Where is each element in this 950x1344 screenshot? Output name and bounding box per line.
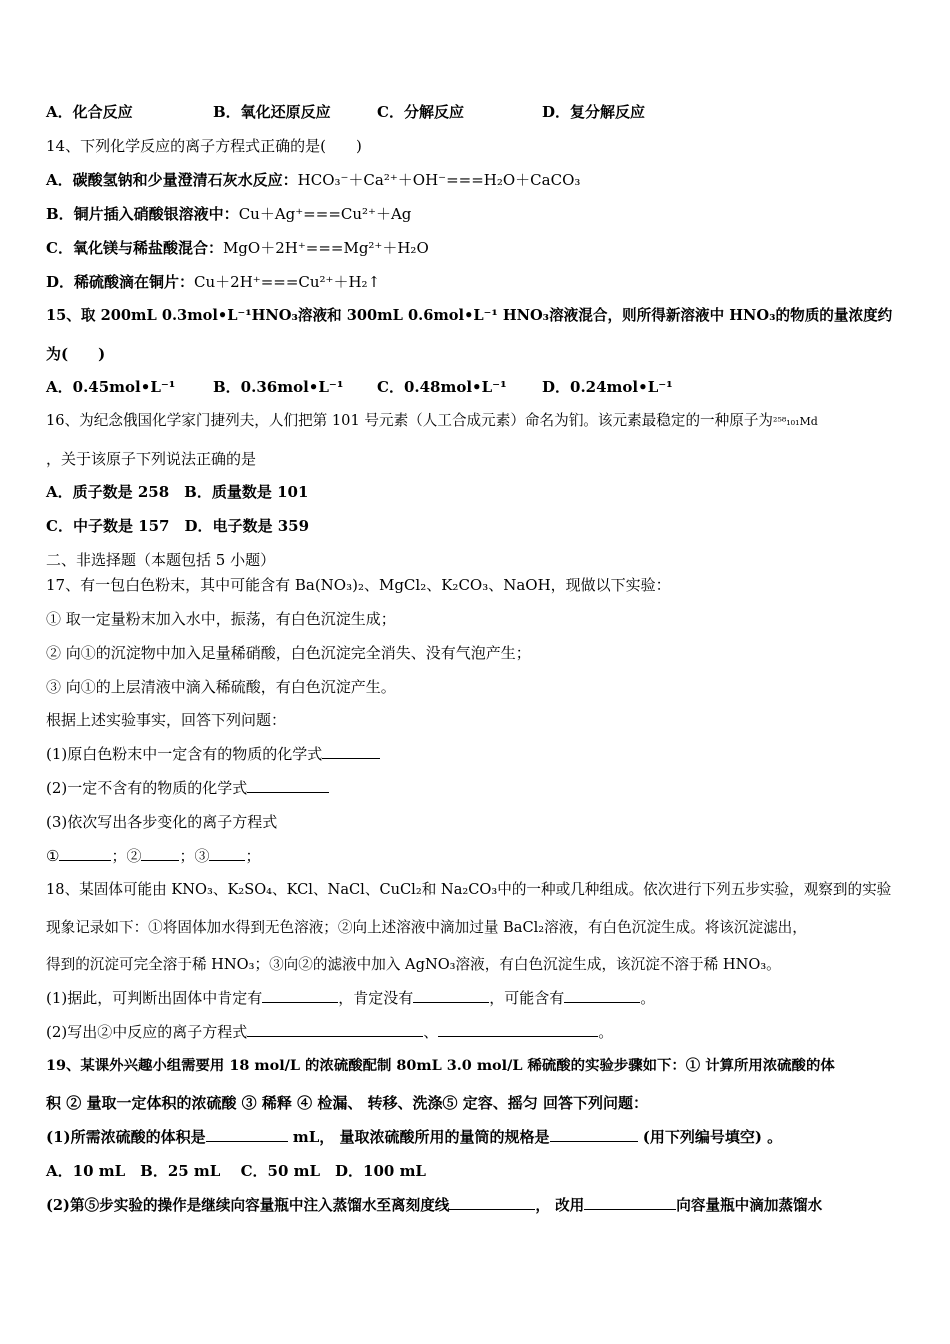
q18-part-2-sep: 、 [423, 1023, 439, 1041]
q14-option-d-text: D．稀硫酸滴在铜片： [46, 273, 195, 291]
q14-option-c-equation: MgO＋2H⁺===Mg²⁺＋H₂O [222, 239, 429, 257]
q18-stem-line3: 得到的沉淀可完全溶于稀 HNO₃；③向②的滤液中加入 AgNO₃溶液，有白色沉淀生成，该沉淀不溶于稀 HNO₃。 [46, 956, 781, 973]
q17-answer-blank-5[interactable] [209, 846, 245, 861]
q18-answer-blank-2[interactable] [413, 988, 489, 1003]
q13-option-b: B．氧化还原反应 [213, 103, 331, 121]
q13-option-c: C．分解反应 [377, 103, 464, 121]
q14-option-d [46, 272, 380, 292]
q19-answer-blank-1[interactable] [206, 1127, 288, 1142]
q14-option-a-text: A．碳酸氢钠和少量澄清石灰水反应： [46, 171, 298, 189]
q15-option-d: D．0.24mol•L⁻¹ [542, 378, 673, 396]
q16-stem-line2: ，关于该原子下列说法正确的是 [46, 450, 257, 468]
q19-part-1-text-a: (1)所需浓硫酸的体积是 [46, 1128, 206, 1146]
q19-options: A．10 mL B．25 mL C．50 mL D．100 mL [46, 1162, 426, 1180]
q17-part-1 [46, 744, 380, 764]
q18-answer-blank-4[interactable] [247, 1022, 423, 1037]
q18-stem-line2: 现象记录如下：①将固体加水得到无色溶液；②向上述溶液中滴加过量 BaCl₂溶液，有白色沉淀生成。将该沉淀滤出， [46, 919, 807, 936]
q16-nuclide: ²⁵⁸₁₀₁Md [773, 415, 818, 428]
q17-answer-blank-3[interactable] [59, 846, 111, 861]
q18-part-1 [46, 988, 655, 1008]
q17-part-4-label-3: ；③ [179, 847, 210, 865]
q18-part-2-end: 。 [598, 1023, 614, 1041]
q19-part-2-text-b: ， 改用 [535, 1197, 585, 1214]
q14-option-a-equation: HCO₃⁻＋Ca²⁺＋OH⁻===H₂O＋CaCO₃ [297, 171, 581, 189]
q18-part-2 [46, 1022, 613, 1042]
section-heading: 二、非选择题（本题包括 5 小题） [46, 551, 276, 569]
q17-part-1-text: (1)原白色粉末中一定含有的物质的化学式 [46, 745, 323, 763]
q17-part-4-end: ； [245, 847, 261, 865]
q16-options-cd [46, 516, 309, 536]
q18-answer-blank-5[interactable] [438, 1022, 598, 1037]
q15-stem-line2: 为( ) [46, 345, 106, 363]
q17-part-3: (3)依次写出各步变化的离子方程式 [46, 813, 278, 831]
q16-options-ab-text: A．质子数是 258 B．质量数是 101 [46, 483, 309, 501]
q17-answer-blank-2[interactable] [247, 778, 329, 793]
q18-answer-blank-1[interactable] [262, 988, 338, 1003]
q19-stem-line2: 积 ② 量取一定体积的浓硫酸 ③ 稀释 ④ 检漏、 转移、洗涤⑤ 定容、摇匀 回答下列问题： [46, 1094, 649, 1112]
q14-stem: 14、下列化学反应的离子方程式正确的是( ) [46, 137, 362, 155]
q17-step-3: ③ 向①的上层清液中滴入稀硫酸，有白色沉淀产生。 [46, 678, 396, 696]
q19-part-1-text-c: (用下列编号填空) 。 [637, 1128, 783, 1146]
q17-part-2-text: (2)一定不含有的物质的化学式 [46, 779, 248, 797]
q18-stem-line1: 18、某固体可能由 KNO₃、K₂SO₄、KCl、NaCl、CuCl₂和 Na₂CO₃中的一种或几种组成。依次进行下列五步实验，观察到的实验 [46, 881, 892, 898]
q19-part-1 [46, 1127, 782, 1147]
q16-options-cd-text: C．中子数是 157 D．电子数是 359 [46, 517, 310, 535]
q14-option-c-text: C．氧化镁与稀盐酸混合： [46, 239, 223, 257]
q16-stem-text: 16、为纪念俄国化学家门捷列夫，人们把第 101 号元素（人工合成元素）命名为钔。该元素最稳定的一种原子为 [46, 412, 774, 429]
q18-part-1-end: 。 [640, 989, 656, 1007]
q18-answer-blank-3[interactable] [564, 988, 640, 1003]
q14-option-b [46, 204, 411, 224]
q16-options-ab [46, 482, 308, 502]
q13-option-d: D．复分解反应 [542, 103, 646, 121]
q19-part-2 [46, 1195, 822, 1216]
q17-part-4 [46, 846, 261, 866]
q14-option-b-text: B．铜片插入硝酸银溶液中： [46, 205, 239, 223]
q17-ask: 根据上述实验事实，回答下列问题： [46, 711, 287, 729]
q18-part-1-text-a: (1)据此，可判断出固体中肯定有 [46, 989, 263, 1007]
q18-part-1-text-b: ，肯定没有 [338, 989, 414, 1007]
q16-stem-line1 [46, 411, 818, 432]
q19-answer-blank-3[interactable] [449, 1195, 535, 1210]
q15-option-a: A．0.45mol•L⁻¹ [46, 378, 176, 396]
q17-answer-blank-4[interactable] [141, 846, 179, 861]
q15-stem-line1: 15、取 200mL 0.3mol•L⁻¹HNO₃溶液和 300mL 0.6mol•L⁻¹ HNO₃溶液混合，则所得新溶液中 HNO₃的物质的量浓度约 [46, 307, 893, 324]
q17-stem: 17、有一包白色粉末，其中可能含有 Ba(NO₃)₂、MgCl₂、K₂CO₃、NaOH，现做以下实验： [46, 576, 671, 594]
q17-answer-blank-1[interactable] [322, 744, 380, 759]
q17-part-4-label-2: ；② [111, 847, 142, 865]
q19-stem-line1: 19、某课外兴趣小组需要用 18 mol/L 的浓硫酸配制 80mL 3.0 mol/L 稀硫酸的实验步骤如下：① 计算所用浓硫酸的体 [46, 1057, 835, 1074]
q19-answer-blank-2[interactable] [550, 1127, 638, 1142]
q13-option-a: A．化合反应 [46, 103, 133, 121]
q15-option-c: C．0.48mol•L⁻¹ [377, 378, 507, 396]
q14-option-a [46, 170, 580, 190]
q15-option-b: B．0.36mol•L⁻¹ [213, 378, 344, 396]
q17-part-2 [46, 778, 329, 798]
q17-step-1: ① 取一定量粉末加入水中，振荡，有白色沉淀生成； [46, 610, 396, 628]
q19-part-2-text-a: (2)第⑤步实验的操作是继续向容量瓶中注入蒸馏水至离刻度线 [46, 1197, 450, 1214]
q14-option-b-equation: Cu＋Ag⁺===Cu²⁺＋Ag [238, 205, 412, 223]
q17-part-4-label-1: ① [46, 847, 60, 865]
q19-part-1-text-b: mL， 量取浓硫酸所用的量筒的规格是 [287, 1128, 550, 1146]
q18-part-1-text-c: ，可能含有 [489, 989, 565, 1007]
q19-answer-blank-4[interactable] [584, 1195, 676, 1210]
q14-option-c [46, 238, 429, 258]
q17-step-2: ② 向①的沉淀物中加入足量稀硝酸，白色沉淀完全消失、没有气泡产生； [46, 644, 531, 662]
q19-part-2-text-c: 向容量瓶中滴加蒸馏水 [676, 1197, 823, 1214]
q14-option-d-equation: Cu＋2H⁺===Cu²⁺＋H₂↑ [194, 273, 381, 291]
q18-part-2-text: (2)写出②中反应的离子方程式 [46, 1023, 248, 1041]
